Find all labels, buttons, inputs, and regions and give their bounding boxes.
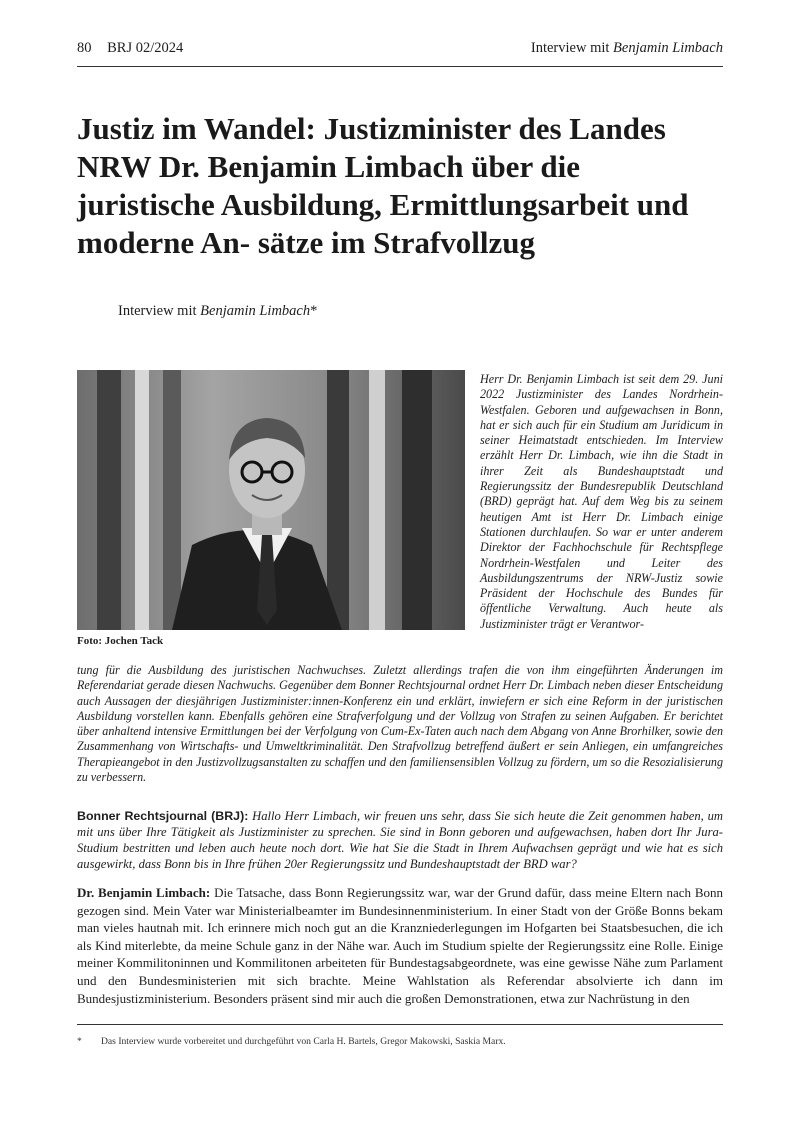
footnote-mark: * — [310, 303, 318, 319]
portrait-photo — [77, 370, 465, 630]
photo-credit: Foto: Jochen Tack — [77, 635, 164, 647]
running-title-name: Benjamin Limbach — [613, 40, 723, 56]
page-number: 80 — [77, 40, 92, 56]
running-header — [77, 40, 723, 64]
footnote-rule — [77, 1024, 723, 1025]
intro-column-text: Herr Dr. Benjamin Limbach ist seit dem 29. Juni 2022 Justizminister des Landes Nordrhein-Westfalen. Geboren und aufgewachsen in Bonn, hat er sich auch für ein Studium am Juridicum in seiner Heimatstadt entschieden. Im Interview erzählt Herr Dr. Limbach, wie ihn die Stadt in ihrer Zeit als Bundeshauptstadt und Regierungssitz der Bundesrepublik Deutschland (BRD) geprägt hat. Auf dem Weg bis zu seinem heutigen Amt ist Herr Dr. Limbach einige Stationen durchlaufen. So war er unter anderem Direktor der Fachhochschule für Rechtspflege Nordrhein-Westfalen und Leiter des Ausbildungszentrums der NRW-Justiz sowie Präsident der Hochschule des Bundes für öffentliche Verwaltung. Auch heute als Justizminister trägt er Verantwor- — [480, 372, 723, 631]
answer-speaker: Dr. Benjamin Limbach: — [77, 885, 211, 900]
running-title-prefix: Interview mit — [530, 40, 610, 56]
footnote-marker: * — [77, 1036, 82, 1047]
byline-prefix: Interview mit — [118, 303, 197, 319]
answer-paragraph — [77, 884, 723, 1007]
header-rule — [77, 66, 723, 67]
header-left — [77, 40, 195, 57]
footnote-text: Das Interview wurde vorbereitet und durchgeführt von Carla H. Bartels, Gregor Makowski, Saskia Marx. — [101, 1036, 506, 1047]
journal-issue: BRJ 02/2024 — [107, 40, 184, 56]
intro-full-text: tung für die Ausbildung des juristischen Nachwuchses. Zuletzt allerdings trafen die von ihm eingeführten Änderungen im Referendariat gerade diesen Nachwuchs. Gegenüber dem Bonner Rechtsjournal ordnet Herr Dr. Limbach neben dieser Entscheidung auch Aussagen der diesjährigen Justizminister:innen-Konferenz ein und erklärt, inwiefern er sich eine Reform in der juristischen Ausbildung vorstellen kann. Ebenfalls gehören eine Strafverfolgung und der Vollzug von Strafen zu seinen Aufgaben. Er berichtet über anhaltend intensive Ermittlungen bei der Verfolgung von Cum-Ex-Taten auch nach dem Abgang von Anne Brorhilker, sowie den Zusammenhang von Wirtschafts- und Umweltkriminalität. Den Strafvollzug betreffend äußert er sein Anliegen, ein umfangreiches Therapieangebot in den Justizvollzugsanstalten zu schaffen und den familiensensiblen Vollzug zu fördern, um so die Resozialisierung zu verbessern. — [77, 663, 723, 785]
answer-text: Die Tatsache, dass Bonn Regierungssitz war, war der Grund dafür, dass meine Eltern nach Bonn gezogen sind. Mein Vater war Ministerialbeamter im Bundesinnenministerium. In einer Stadt von der Größe Bonns bekam man vieles hautnah mit. Ich erinnere mich noch gut an die Kranzniederlegungen im Hofgarten bei Staatsbesuchen, die ich als Kind miterlebte, da meine Schule ganz in der Nähe war. Auch im Studium spielte der Regierungssitz eine Rolle. Einige meiner Kommilitoninnen und Kommilitonen arbeiteten für Bundestagsabgeordnete, was eine gewisse Nähe zum Parlament und den Bundesministerien mit sich brachte. Meine Wahlstation als Referendar absolvierte ich dann im Bundesjustizministerium. Besonders präsent sind mir auch die großen Demonstrationen, etwa zur Nachrüstung in den — [77, 885, 723, 1006]
question-paragraph — [77, 808, 723, 872]
question-text: Hallo Herr Limbach, wir freuen uns sehr, dass Sie sich heute die Zeit genommen haben, um mit uns über Ihre Tätigkeit als Justizminister zu sprechen. Sie sind in Bonn geboren und aufgewachsen, haben dort Ihr Jura-Studium bestritten und leben auch heute noch dort. Wie hat Sie die Stadt in Ihrem Aufwachsen geprägt und wie hat es sich ausgewirkt, dass Bonn bis in Ihre frühen 20er Regierungssitz und Bundeshauptstadt der BRD war? — [77, 809, 723, 871]
footnote — [77, 1036, 506, 1047]
byline — [118, 303, 317, 320]
question-speaker: Bonner Rechtsjournal (BRJ): — [77, 809, 249, 823]
running-title — [531, 40, 723, 57]
byline-name: Benjamin Limbach — [200, 303, 311, 319]
article-title: Justiz im Wandel: Justizminister des Landes NRW Dr. Benjamin Limbach über die juristische Ausbildung, Ermittlungsarbeit und moderne An- sätze im Strafvollzug — [77, 111, 689, 260]
